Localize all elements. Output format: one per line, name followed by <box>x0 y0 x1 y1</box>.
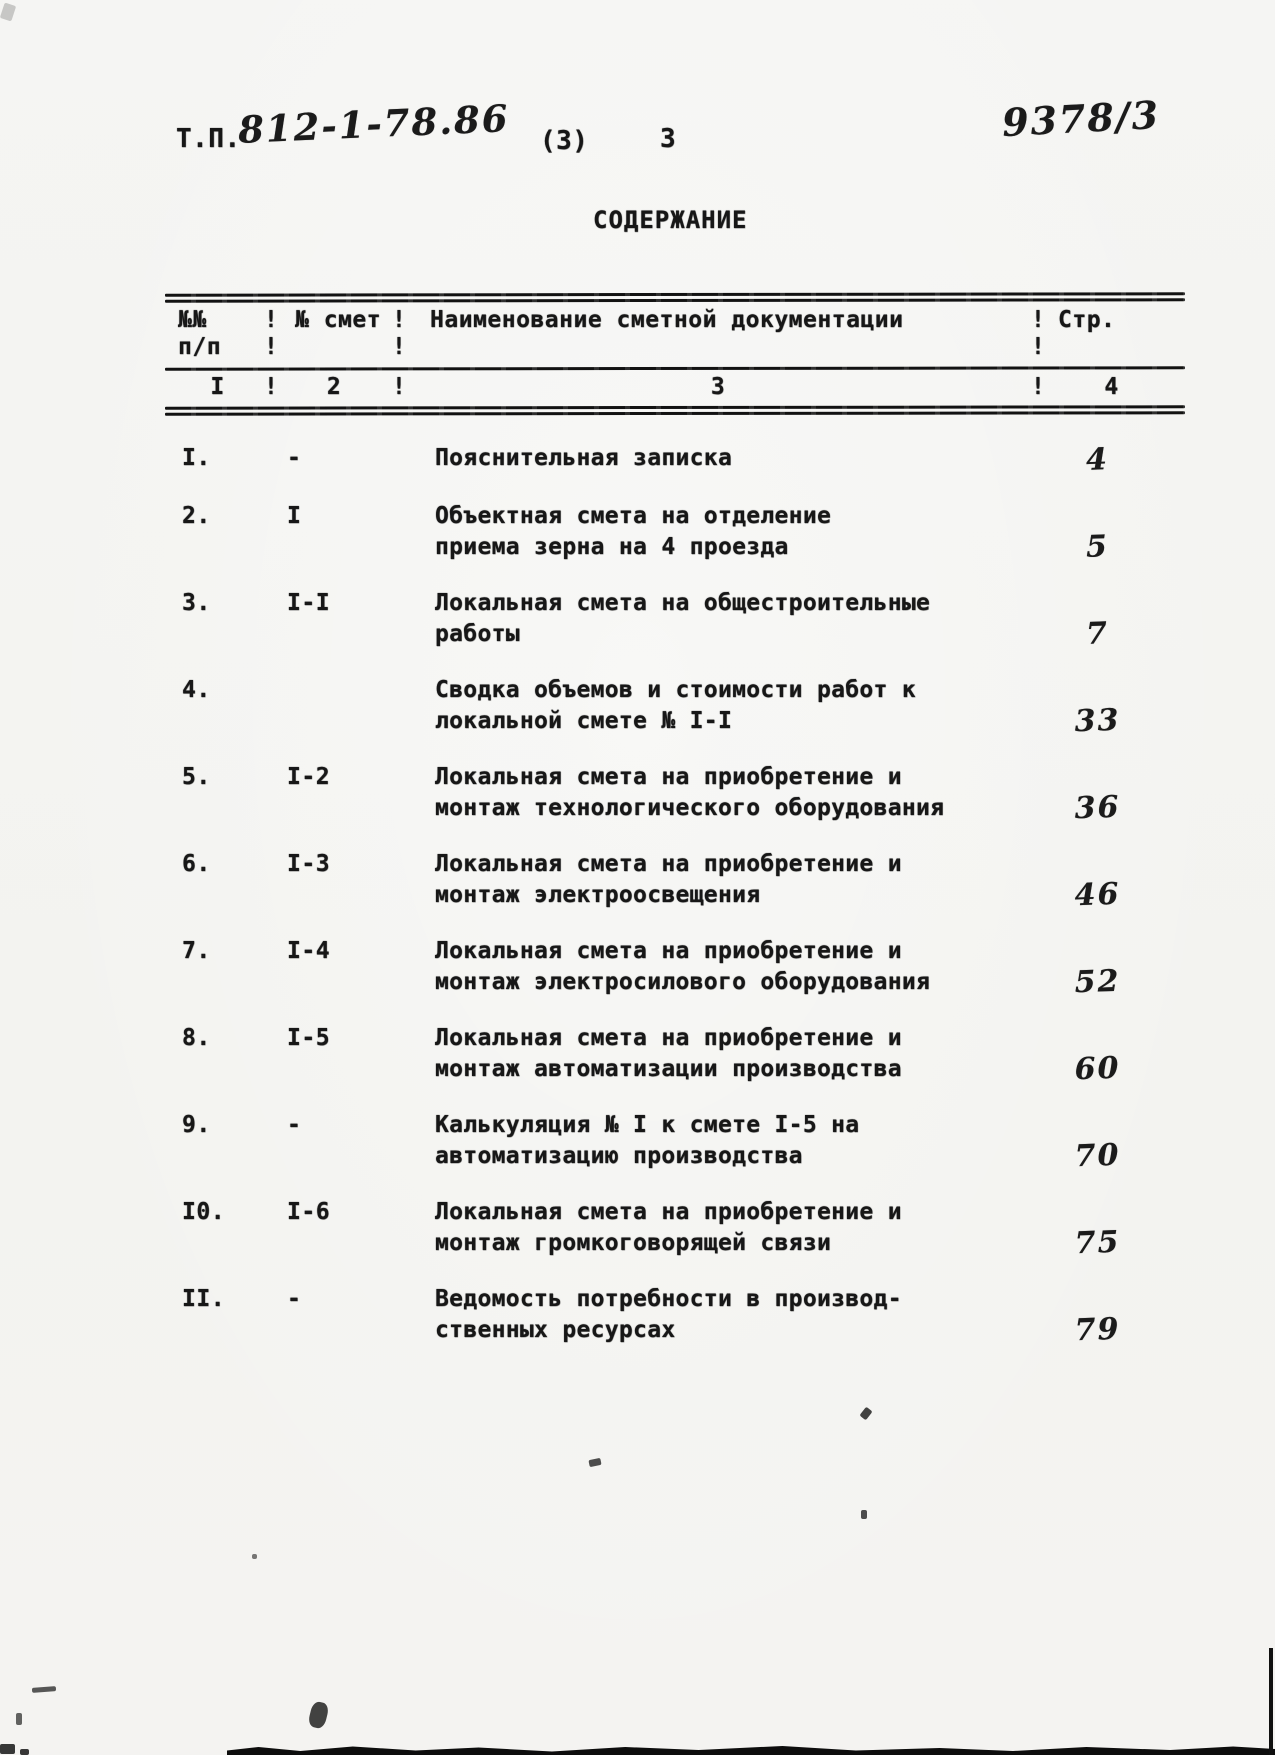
sheet-number-parens: (3) <box>540 126 589 156</box>
row-page-number: 46 <box>1074 876 1121 914</box>
scan-edge-artifact <box>1269 1648 1273 1755</box>
row-page-number: 70 <box>1074 1137 1121 1175</box>
header-col-smeta: № смет <box>295 307 382 333</box>
table-row <box>165 588 1185 650</box>
row-smeta-number: - <box>287 1112 302 1138</box>
border-line <box>165 292 1185 296</box>
table-row <box>165 1197 1185 1262</box>
scan-edge-artifact <box>227 1745 1275 1755</box>
column-separator: ! ! <box>264 307 279 360</box>
row-number: 5. <box>182 764 211 790</box>
row-number: I. <box>182 445 211 471</box>
column-separator: ! ! <box>392 307 407 360</box>
column-separator: ! ! <box>1031 307 1046 360</box>
column-numbers-row <box>165 370 1185 406</box>
row-page-number: 60 <box>1074 1050 1121 1088</box>
row-smeta-number: I-5 <box>287 1025 331 1051</box>
table-row <box>165 849 1185 914</box>
page-header <box>0 0 1275 170</box>
table-row <box>165 675 1185 740</box>
contents-table <box>165 293 1185 1371</box>
row-number: 8. <box>182 1025 211 1051</box>
row-number: II. <box>182 1286 226 1312</box>
row-number: 9. <box>182 1112 211 1138</box>
row-document-name: Калькуляция № I к смете I-5 на автоматизацию производства <box>435 1112 860 1169</box>
row-page-number: 5 <box>1085 529 1110 565</box>
row-document-name: Локальная смета на приобретение и монтаж электросилового оборудования <box>435 938 931 995</box>
archive-number-handwritten: 9378/3 <box>1000 91 1162 146</box>
row-smeta-number <box>270 675 398 737</box>
column-number-3: 3 <box>710 374 726 400</box>
scan-speck <box>861 1510 867 1519</box>
header-col-page: Стр. <box>1058 307 1116 333</box>
table-row <box>165 443 1185 476</box>
row-document-name: Пояснительная записка <box>435 445 733 471</box>
table-header-bottom-border <box>165 405 1185 415</box>
table-row <box>165 1023 1185 1088</box>
row-smeta-number: - <box>287 445 302 471</box>
scan-speck <box>16 1713 22 1725</box>
row-smeta-number: I <box>287 503 302 529</box>
row-document-name: Локальная смета на приобретение и монтаж технологического оборудования <box>435 764 945 821</box>
scan-speck <box>20 1749 29 1755</box>
table-row <box>165 936 1185 1001</box>
row-document-name: Локальная смета на приобретение и монтаж громкоговорящей связи <box>435 1199 902 1256</box>
doc-code-handwritten: 812-1-78.86 <box>237 96 511 152</box>
table-row <box>165 501 1185 563</box>
row-number: 6. <box>182 851 211 877</box>
row-number: 2. <box>182 503 211 529</box>
scan-speck <box>588 1458 601 1467</box>
column-separator: ! <box>392 374 407 400</box>
row-document-name: Ведомость потребности в производ- ственных ресурсах <box>435 1286 902 1343</box>
row-page-number: 36 <box>1074 789 1121 827</box>
row-number: I0. <box>182 1199 226 1225</box>
scan-speck <box>859 1407 872 1421</box>
row-number: 7. <box>182 938 211 964</box>
row-smeta-number: I-4 <box>287 938 331 964</box>
row-page-number: 33 <box>1074 702 1121 740</box>
column-number-1: I <box>210 374 225 400</box>
scan-speck <box>0 1744 15 1754</box>
border-line <box>165 411 1185 415</box>
row-page-number: 79 <box>1074 1311 1121 1349</box>
column-separator: ! <box>1031 374 1046 400</box>
header-col-name: Наименование сметной документации <box>430 307 904 333</box>
scan-speck <box>307 1700 330 1729</box>
row-page-number: 7 <box>1085 616 1110 652</box>
row-page-number: 4 <box>1085 442 1110 478</box>
row-document-name: Локальная смета на общестроительные работы <box>435 590 931 647</box>
row-document-name: Сводка объемов и стоимости работ к локальной смете № I-I <box>435 677 917 734</box>
row-smeta-number: I-2 <box>287 764 331 790</box>
header-col-npp: №№ п/п <box>178 307 222 360</box>
row-page-number: 52 <box>1074 963 1121 1001</box>
row-number: 3. <box>182 590 211 616</box>
table-row <box>165 762 1185 827</box>
column-number-4: 4 <box>1104 374 1119 400</box>
table-header-row <box>165 302 1185 365</box>
row-smeta-number: I-3 <box>287 851 331 877</box>
scan-speck <box>32 1686 56 1693</box>
doc-code-label: Т.П. <box>176 124 241 154</box>
row-smeta-number: I-6 <box>287 1199 331 1225</box>
row-smeta-number: - <box>287 1286 302 1312</box>
table-row <box>165 1110 1185 1175</box>
row-document-name: Объектная смета на отделение приема зерна на 4 проезда <box>435 503 832 560</box>
row-page-number: 75 <box>1074 1224 1121 1262</box>
column-separator: ! <box>264 374 279 400</box>
column-number-2: 2 <box>326 374 342 400</box>
scan-speck <box>252 1554 257 1559</box>
row-number: 4. <box>182 677 211 703</box>
row-document-name: Локальная смета на приобретение и монтаж автоматизации производства <box>435 1025 902 1082</box>
row-document-name: Локальная смета на приобретение и монтаж электроосвещения <box>435 851 902 908</box>
table-rows <box>165 442 1185 1349</box>
border-line <box>165 405 1185 409</box>
page-title: СОДЕРЖАНИЕ <box>593 206 748 234</box>
sheet-number: 3 <box>660 124 677 154</box>
table-row <box>165 1284 1185 1349</box>
row-smeta-number: I-I <box>287 590 331 616</box>
